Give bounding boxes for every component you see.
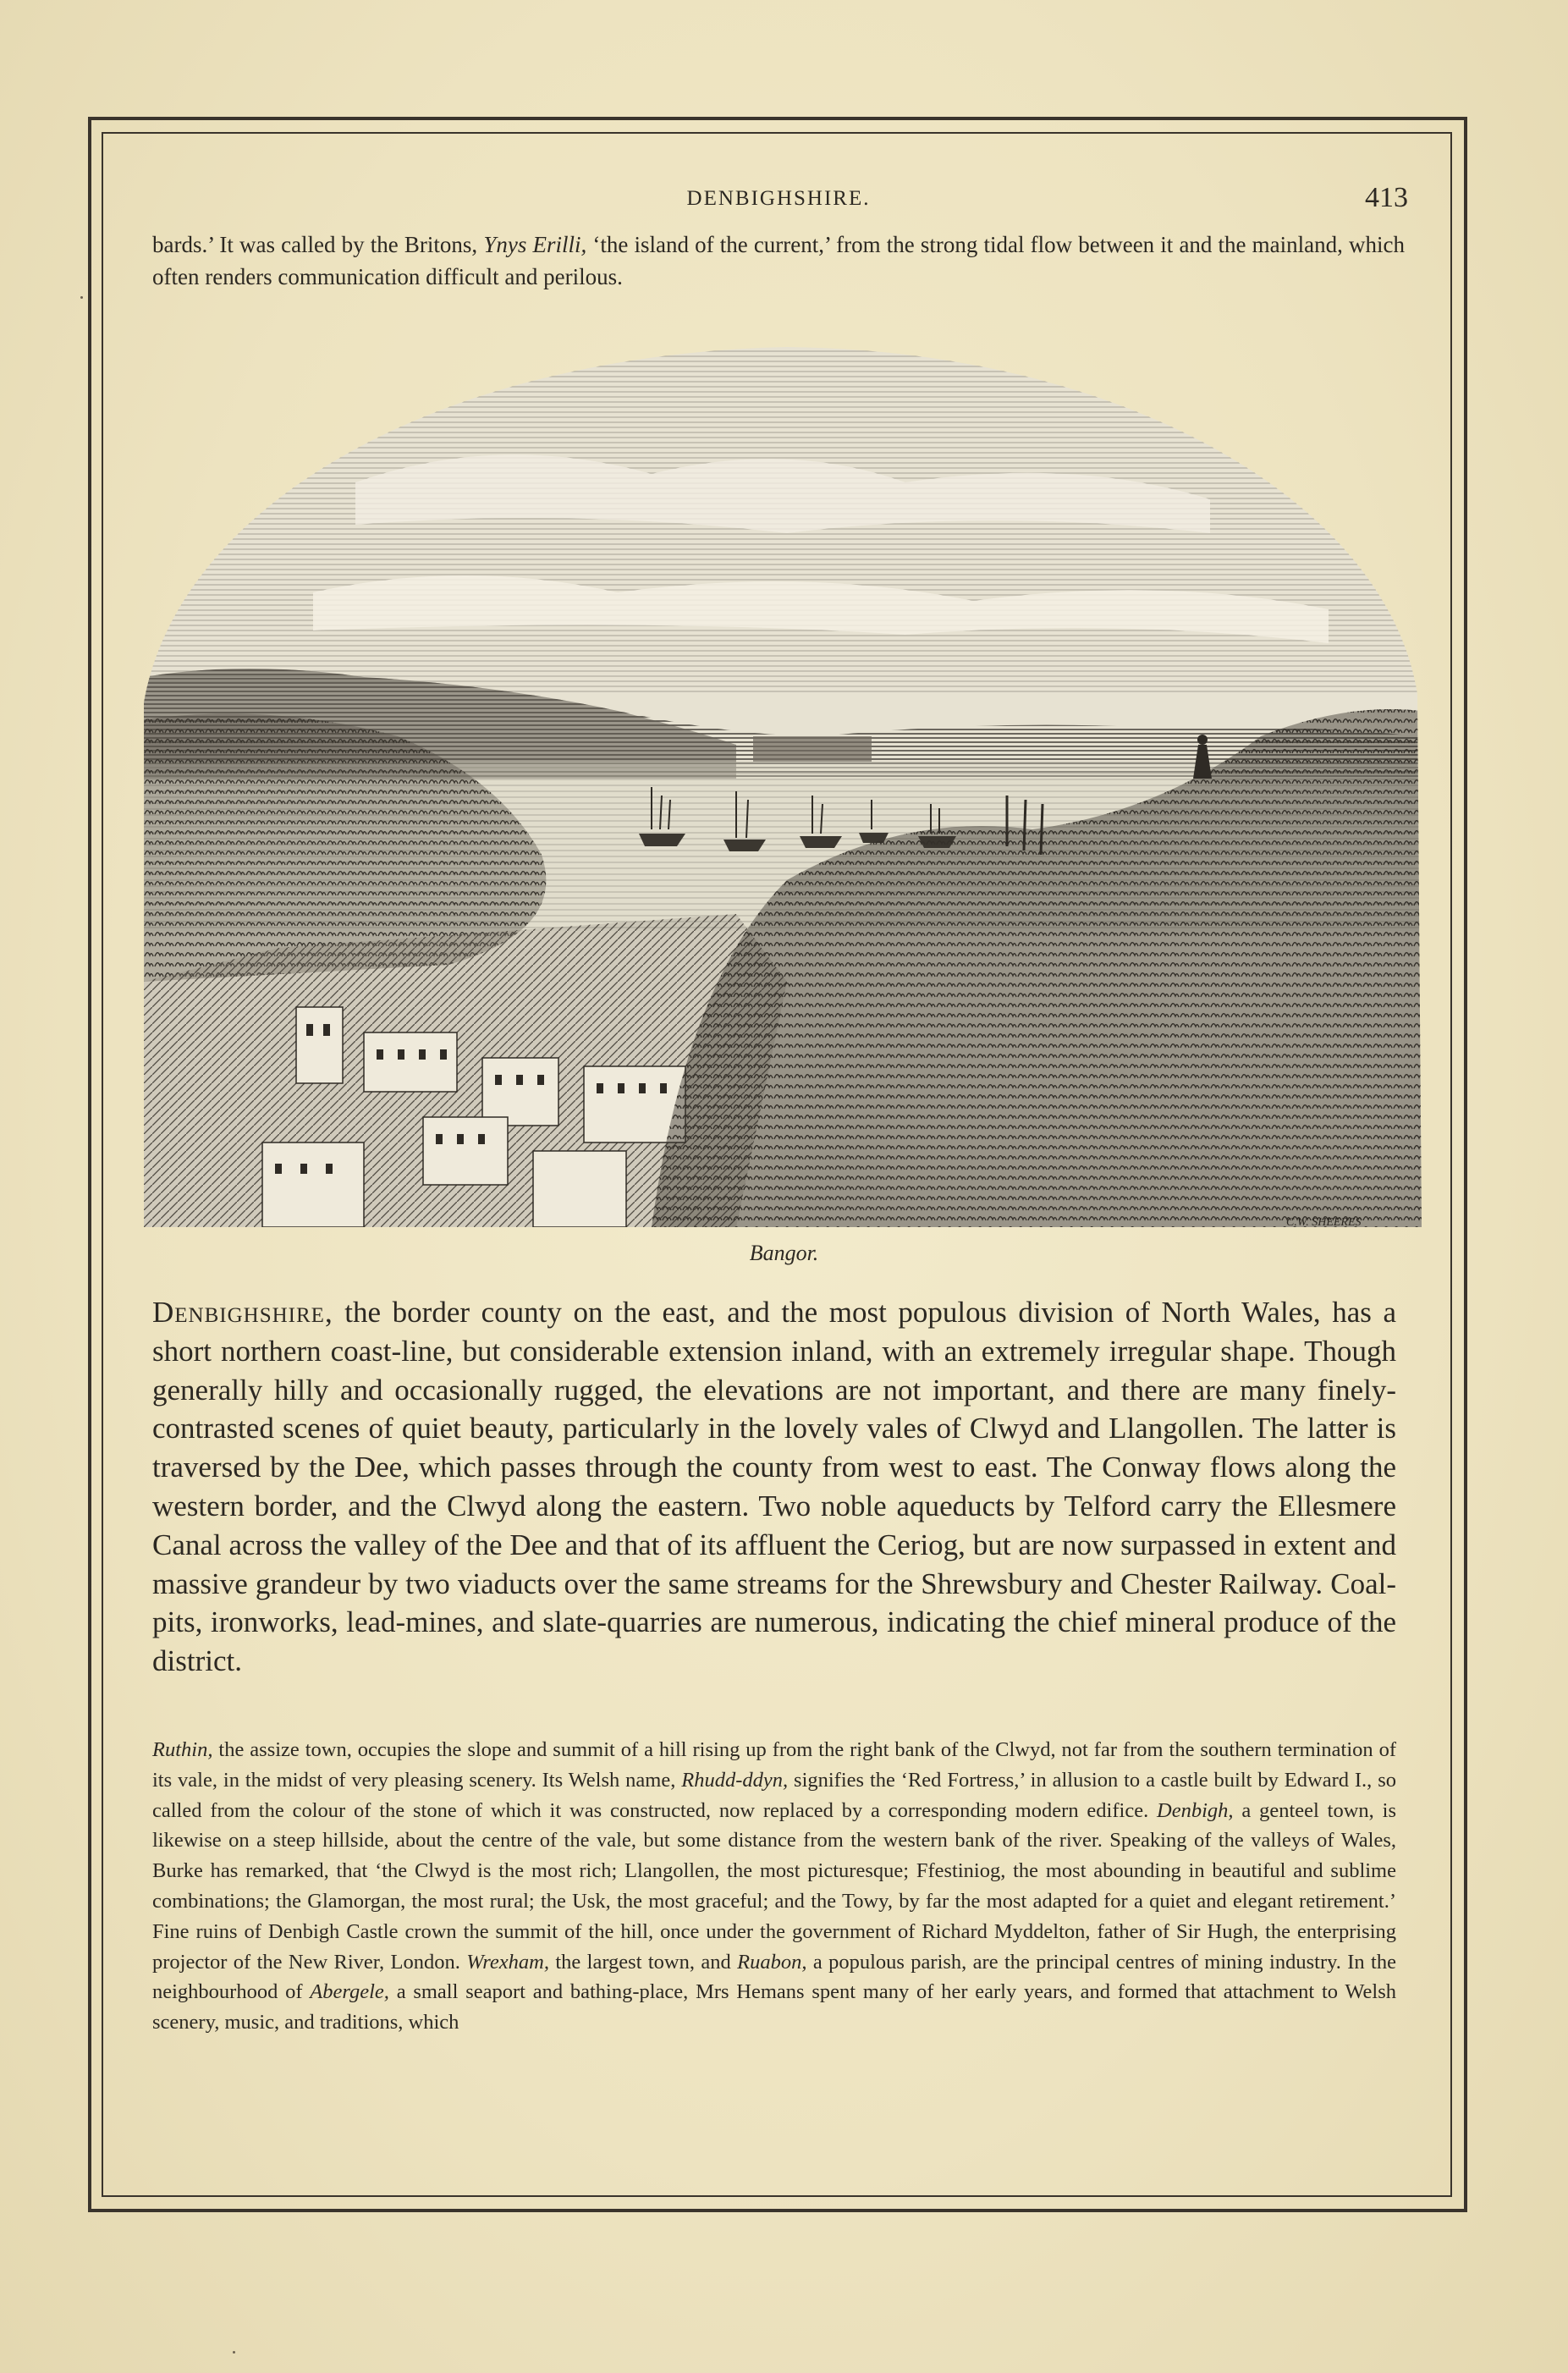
illustration-caption: Bangor.: [749, 1241, 819, 1265]
body-text-2: signifies the ‘Red Fortress,’ in allusion to a castle built by Edward I., so called from the colour of the stone of which it was constructed, now replaced by a corresponding modern edifice.: [152, 1768, 1396, 1822]
body-text-4: the largest town, and: [548, 1950, 738, 1974]
body-italic-abergele: Abergele,: [310, 1980, 389, 2004]
body-text-3: a genteel town, is likewise on a steep hillside, about the centre of the vale, but some distance from the western bank of the river. Speaking of the valleys of Wales, Burke has remarked, that ‘the Clwyd is the most rich; Llangollen, the most picturesque; Ffestiniog, the most abounding in beautiful and sublime combinations; the Glamorgan, the most rural; the Usk, the most graceful; and the Towy, by far the most adapted for a quiet and elegant retirement.’ Fine ruins of Denbigh Castle crown the summit of the hill, once under the government of Richard Myddelton, father of Sir Hugh, the enterprising projector of the New River, London.: [152, 1798, 1396, 1974]
bangor-engraving: [144, 339, 1422, 1227]
lead-smallcaps: Denbighshire,: [152, 1296, 333, 1329]
body-paragraph: [152, 1735, 1396, 2038]
paper-speck: [233, 2351, 235, 2354]
body-italic-ruthin: Ruthin,: [152, 1738, 213, 1761]
body-italic-rhudd-ddyn: Rhudd-ddyn,: [681, 1768, 789, 1792]
body-text-5: a populous parish, are the principal centres of mining industry. In the neighbourhood of: [152, 1950, 1396, 2004]
body-text-1: the assize town, occupies the slope and summit of a hill rising up from the right bank of the Clwyd, not far from the southern termination of its vale, in the midst of very pleasing scenery. Its Welsh name,: [152, 1738, 1396, 1792]
intro-italic-1: Ynys Erilli,: [483, 232, 587, 257]
lead-text: the border county on the east, and the most populous division of North Wales, has a short northern coast-line, but considerable extension inland, with an extremely irregular shape. Though generally hilly and occasionally rugged, the elevations are not important, and there are many finely-contrasted scenes of quiet beauty, particularly in the lovely vales of Clwyd and Llangollen. The latter is traversed by the Dee, which passes through the county from west to east. The Conway flows along the western border, and the Clwyd along the eastern. Two noble aqueducts by Telford carry the Ellesmere Canal across the valley of the Dee and that of its affluent the Ceriog, but are now surpassed in extent and massive grandeur by two viaducts over the same streams for the Shrewsbury and Chester Railway. Coal-pits, ironworks, lead-mines, and slate-quarries are numerous, indicating the chief mineral produce of the district.: [152, 1296, 1396, 1678]
intro-text-1: bards.’ It was called by the Britons,: [152, 232, 484, 257]
body-italic-wrexham: Wrexham,: [466, 1950, 549, 1974]
paper-speck: [80, 296, 83, 299]
lead-paragraph: [152, 1293, 1396, 1681]
intro-paragraph: [152, 228, 1405, 293]
engraver-signature: C.W. SHEERES: [1286, 1216, 1362, 1227]
running-title: DENBIGHSHIRE.: [686, 187, 871, 210]
body-italic-denbigh: Denbigh,: [1157, 1798, 1234, 1822]
body-text-6: a small seaport and bathing-place, Mrs Hemans spent many of her early years, and formed that attachment to Welsh scenery, music, and traditions, which: [152, 1980, 1396, 2034]
body-italic-ruabon: Ruabon,: [737, 1950, 807, 1974]
running-head: [144, 182, 1413, 216]
intro-text-2: ‘the island of the current,’ from the strong tidal flow between it and the mainland, which often renders communication difficult and perilous.: [152, 232, 1406, 289]
page-number: 413: [1365, 182, 1408, 213]
